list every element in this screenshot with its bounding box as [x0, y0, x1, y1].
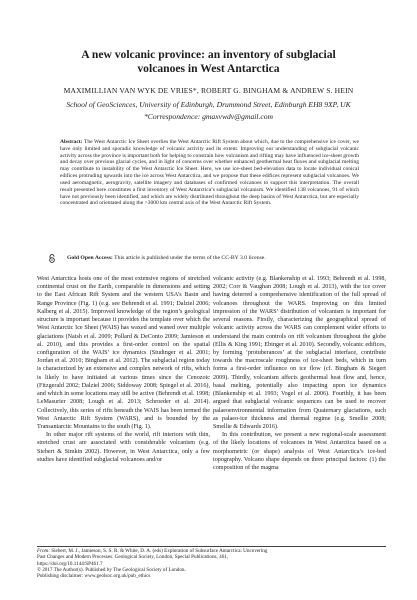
citation-from-label: From:: [37, 548, 50, 554]
copyright-notice: © 2017 The Author(s). Published by The Geological Society of London.: [37, 566, 186, 573]
citation-editors: Siebert, M. J., Jamieson, S. S. R. & White, D. A. (eds) Exploration of Subsurface Antarctica: Uncovering: [51, 548, 268, 554]
open-access-text: [67, 254, 266, 263]
open-access-notice: [38, 254, 378, 264]
abstract-label: Abstract:: [60, 139, 83, 145]
abstract-text: The West Antarctic Ice Sheet overlies the West Antarctic Rift System about which, due to the comprehensive ice cover, we have only limited and sporadic knowledge of volcanic activity and its extent. Improving our understanding of subglacial volcanic activity across the province is important both for helping to constrain how volcanism and rifting may have influenced ice-sheet growth and decay over previous glacial cycles, and in light of concerns over whether enhanced geothermal heat fluxes and subglacial melting may contribute to instability of the West Antarctic Ice Sheet. Here, we use ice-sheet bed-elevation data to locate individual conical edifices protruding upwards into the ice across West Antarctica, and we propose that these edifices represent subglacial volcanoes. We used aeromagnetic, aerogravity, satellite imagery and databases of confirmed volcanoes to support this interpretation. The overall result presented here constitutes a first inventory of West Antarctica’s subglacial volcanism. We identified 138 volcanoes, 91 of which have not previously been identified, and which are widely distributed throughout the deep basins of West Antarctica, but are especially concentrated and orientated along the >3000 km central axis of the West Antarctic Rift System.: [60, 139, 359, 207]
footer-divider: [37, 546, 386, 547]
open-access-lock-icon: [48, 254, 56, 263]
citation-footer: [37, 548, 387, 579]
body-paragraph: In this contribution, we present a new regional-scale assessment of the likely locations of volcanoes in West Antarctica based on a morphometric (or shape) analysis of West Antarctica’s ice-bed topography. Volcano shape depends on three principal factors: (1) the composition of the magma: [213, 432, 386, 472]
author-list: MAXIMILLIAN VAN WYK DE VRIES*, ROBERT G. BINGHAM & ANDREW S. HEIN: [63, 86, 354, 95]
citation-doi[interactable]: https://doi.org/10.1144/SP461.7: [37, 560, 103, 567]
title-line-1: A new volcanic province: an inventory of subglacial: [81, 48, 336, 61]
body-column-left: [37, 275, 210, 464]
body-paragraph: In other major rift systems of the world, rift interiors with thin, stretched crust are associated with considerable volcanism (e.g. Siebert & Simkin 2002). However, in West Antarctica, only a few studies have identified subglacial volcanoes and/or: [37, 432, 210, 463]
publishing-disclaimer: Publishing disclaimer: www.geolsoc.org.uk/pub_ethics: [37, 573, 151, 580]
abstract: [60, 139, 359, 207]
body-paragraph: volcanic activity (e.g. Blankenship et al. 1993; Behrendt et al. 1998, 2002; Corr & Vaughan 2008; Lough et al. 2013), with the ice cover having deterred a comprehensive identification of the full spread of volcanoes throughout the WARS. Improving on this limited impression of the WARS’ distribution of volcanism is important for several reasons. Firstly, characterizing the geographical spread of volcanic activity across the WARS can complement wider efforts to understand the main controls on rift volcanism throughout the globe (Ellis & King 1991; Ebinger et al. 2010). Secondly, volcanic edifices, by forming ‘protuberances’ at the subglacial interface, contribute towards the macroscale roughness of ice-sheet beds, which in turn forms a first-order influence on ice flow (cf. Bingham & Siegert 2009). Thirdly, volcanism affects geothermal heat flow and, hence, basal melting, potentially also impacting upon ice dynamics (Blankenship et al. 1993; Vogel et al. 2006). Fourthly, it has been argued that subglacial volcanic sequences can be used to recover palaeoenvironmental information from Quaternary glaciations, such as palaeo-ice thickness and thermal regime (e.g. Smellie 2008; Smellie & Edwards 2016).: [213, 276, 386, 430]
correspondence-email: *Correspondence: gmaxvwdv@gmail.com: [143, 112, 274, 121]
open-access-label: Gold Open Access:: [67, 255, 113, 261]
author-affiliation: School of GeoSciences, University of Edinburgh, Drummond Street, Edinburgh EH8 9XP, UK: [66, 100, 351, 109]
title-line-2: volcanoes in West Antarctica: [137, 62, 280, 75]
body-column-right: [213, 275, 386, 472]
body-paragraph: West Antarctica hosts one of the most extensive regions of stretched continental crust on the Earth, comparable in dimensions and setting to the East African Rift System and the western USA’s Basin and Range Province (Fig. 1) (e.g. see Behrendt et al. 1991; Dalziel 2006; Kalberg et al. 2015). Improved knowledge of the region’s geological structure is important because it provides the template over which the West Antarctic Ice Sheet (WAIS) has waxed and waned over multiple glaciations (Naish et al. 2009; Pollard & DeConto 2009; Jamieson et al. 2010), and this provides a first-order control on the spatial configuration of the WAIS’ ice dynamics (Studinger et al. 2001; Jordan et al. 2010; Bingham et al. 2012). The subglacial region today is characterized by an extensive and complex network of rifts, which is likely to have initiated at various times since the Cenozoic (Fitzgerald 2002; Dalziel 2006; Siddoway 2008; Spiegel et al. 2016), and which in some locations may still be active (Behrendt et al. 1998; LeMasurier 2008; Lough et al. 2013; Schroeder et al. 2014). Collectively, this series of rifts beneath the WAIS has been termed the West Antarctic Rift System (WARS), and is bounded by the Transantarctic Mountains to the south (Fig. 1).: [37, 276, 210, 430]
open-access-statement: This article is published under the terms of the CC-BY 3.0 license.: [114, 255, 266, 261]
citation-series: Past Changes and Modern Processes. Geological Society, London, Special Publications, 461,: [37, 554, 229, 561]
article-title: [40, 48, 377, 76]
